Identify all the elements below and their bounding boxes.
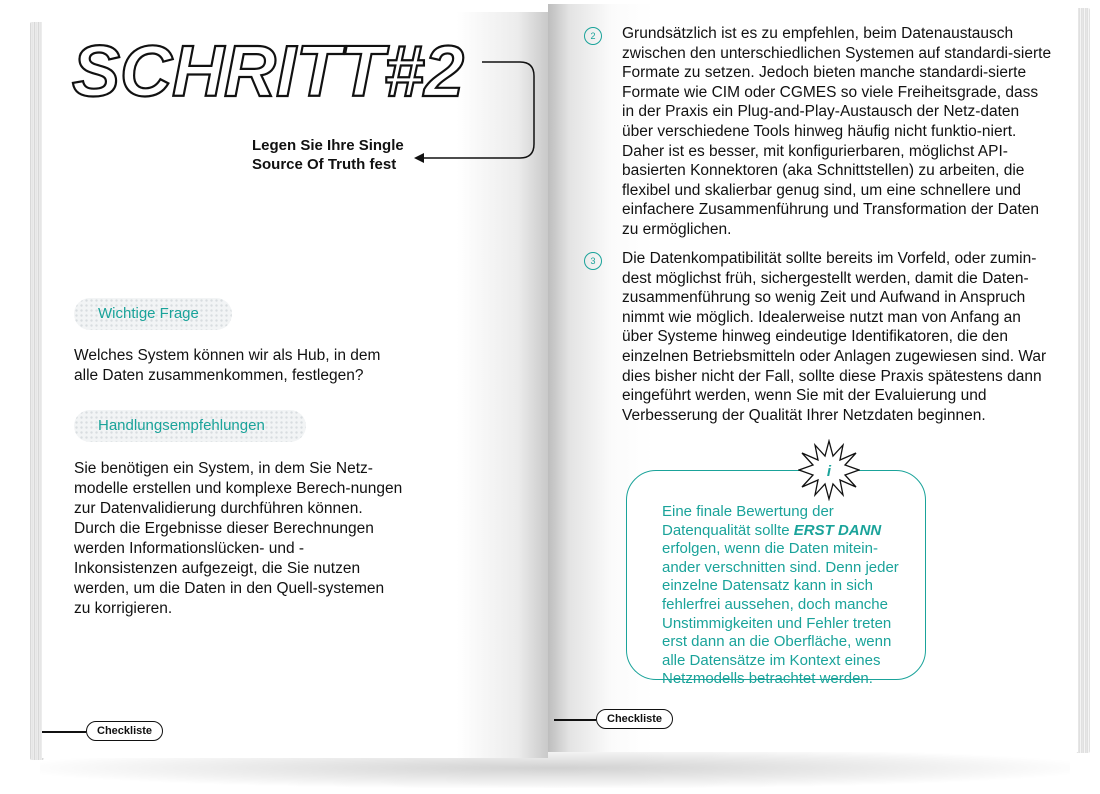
left-page: [42, 12, 548, 758]
item-number-2: 2: [584, 27, 602, 45]
checkliste-badge-left: Checkliste: [86, 721, 163, 741]
recommendations-text: Sie benötigen ein System, in dem Sie Netz-modelle erstellen und komplexe Berech-nungen zur Datenvalidierung durchführen können. Durch die Ergebnisse dieser Berechnungen werden Informationslücken- und -Inkonsistenzen aufgezeigt, die Sie nutzen werden, um die Daten in den Quell-systemen zu korrigieren.: [74, 460, 403, 617]
info-emphasis: ERST DANN: [793, 521, 882, 539]
recommendations-label: Handlungsempfehlungen: [74, 410, 306, 442]
item-3-text: Die Datenkompatibilität sollte bereits im Vorfeld, oder zumin-dest möglichst früh, sichergestellt werden, damit die Daten-zusammenführung so wenig Zeit und Aufwand in Anspruch nimmt wie möglich. Idealerweise nutzt man von Anfang an über Systeme hinweg eindeutige Identifikatoren, die den einzelnen Betriebsmitteln oder Anlagen zugewiesen sind. War dies bisher nicht der Fall, sollte diese Praxis spätestens dann eingeführt werden, wenn Sie mit der Evaluierung und Verbesserung der Qualität Ihrer Netzdaten beginnen.: [622, 250, 1047, 424]
info-icon: [798, 439, 860, 501]
question-label: Wichtige Frage: [74, 298, 232, 330]
info-callout: [626, 470, 926, 688]
question-text: Welches System können wir als Hub, in dem alle Daten zusammenkommen, festlegen?: [74, 347, 381, 384]
footer-line-right: [554, 719, 596, 721]
info-text-part-2: erfolgen, wenn die Daten mitein-ander verschnitten sind. Denn jeder einzelne Datensatz kann in sich fehlerfrei aussehen, doch manche Unstimmigkeiten und Fehler treten erst dann an die Oberfläche, wenn alle Datensätze im Kontext eines Netzmodells betrachtet werden.: [662, 540, 899, 688]
step-subtitle: Legen Sie Ihre Single Source Of Truth fest: [252, 137, 404, 173]
item-number-3: 3: [584, 252, 602, 270]
info-callout-text: [662, 503, 914, 689]
footer-line: [42, 731, 86, 733]
checkliste-badge-right: Checkliste: [596, 709, 673, 729]
right-page: [548, 4, 1078, 752]
step-title-text: SCHRITT#2: [72, 32, 465, 112]
info-icon-letter: i: [826, 463, 832, 480]
right-page-edges: [1076, 8, 1090, 753]
info-text-part-1: Eine finale Bewertung der Datenqualität sollte: [662, 503, 834, 539]
item-2-text: Grundsätzlich ist es zu empfehlen, beim Datenaustausch zwischen den unterschiedlichen Systemen auf standardi-sierte Formate zu setzen. Jedoch bieten manche standardi-sierte Formate wie CIM oder CGMES so viele Freiheitsgrade, dass in der Praxis ein Plug-and-Play-Austausch der Netz-daten über verschiedene Tools hinweg häufig nicht funktio-niert. Daher ist es besser, mit konfigurierbaren, möglichst API-basierten Konnektoren (aka Schnittstellen) zu arbeiten, die flexibel und skalierbar genug sind, um eine schnellere und einfachere Zusammenführung und Transformation der Daten zu ermöglichen.: [622, 25, 1052, 238]
